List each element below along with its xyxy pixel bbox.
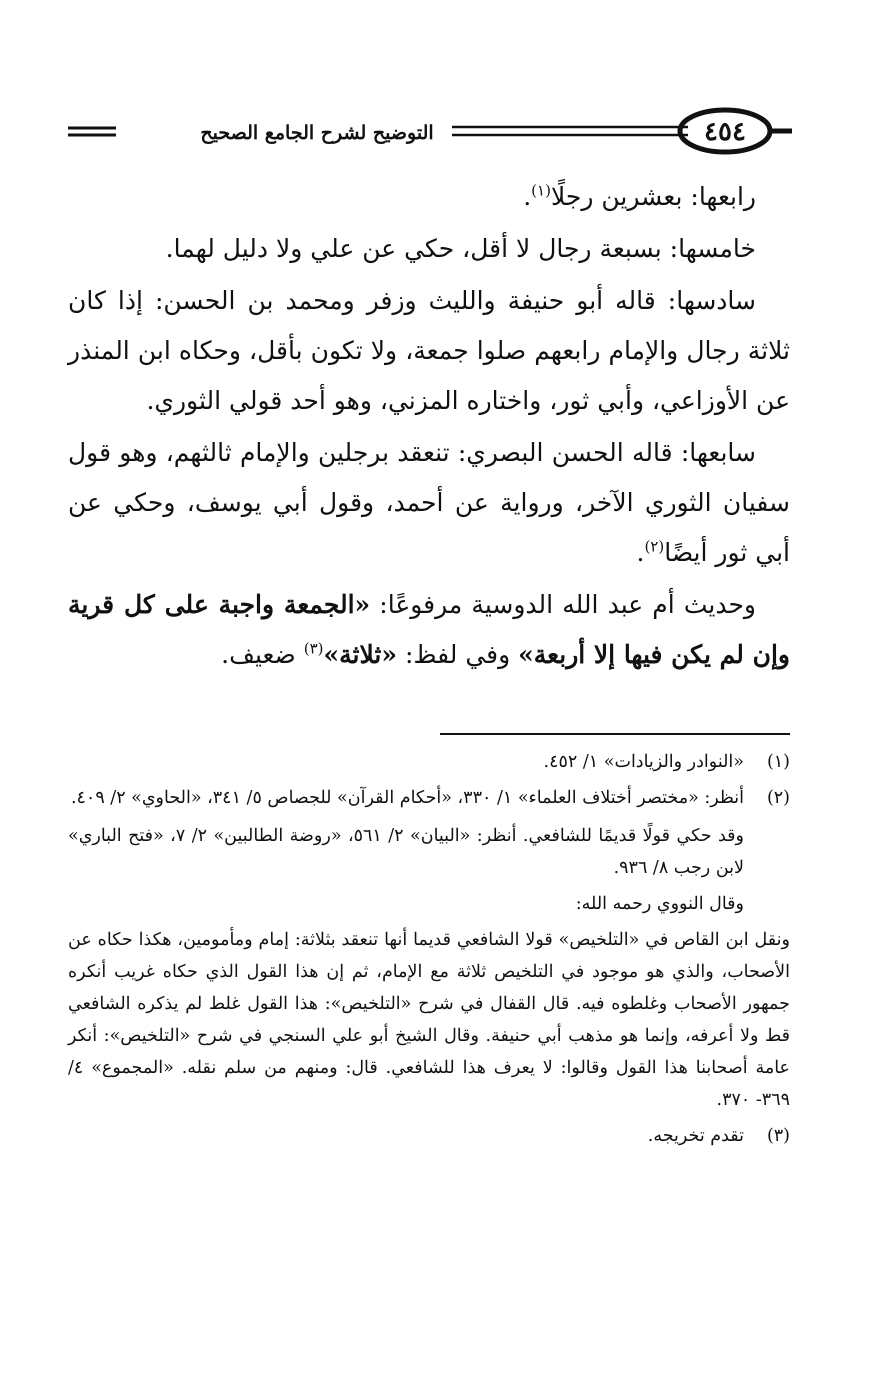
footnote-separator (440, 733, 790, 735)
footnote-text: تقدم تخريجه. (647, 1126, 744, 1146)
paragraph-lead: وحديث أم عبد الله الدوسية مرفوعًا: (370, 590, 756, 619)
paragraph-text: رابعها: بعشرين رجلًا (550, 182, 756, 211)
footnote-ref-1[interactable]: (١) (531, 181, 551, 200)
main-text (68, 172, 790, 682)
footnote-number: (١) (766, 752, 790, 772)
running-title: التوضيح لشرح الجامع الصحيح (182, 120, 452, 146)
paragraph-sixth-opinion: سادسها: قاله أبو حنيفة والليث وزفر ومحمد بن الحسن: إذا كان ثلاثة رجال والإمام رابعهم صلوا جمعة، ولا تكون بأقل، وحكاه ابن المنذر عن الأوزاعي، وأبي ثور، واختاره المزني، وهو أحد قولي الثوري. (68, 286, 790, 415)
footnote-paragraph: وقال النووي رحمه الله: (575, 894, 744, 914)
page-number: ٤٥٤ (704, 117, 746, 147)
footnote-3 (68, 1120, 790, 1152)
page-header (60, 100, 800, 164)
paragraph-mid: وفي لفظ: (397, 640, 519, 669)
footnote-paragraph: وقد حكي قولًا قديمًا للشافعي. أنظر: «البيان» ٢/ ٥٦١، «روضة الطالبين» ٢/ ٧، «فتح الباري» لابن رجب ٨/ ٩٣٦. (68, 826, 744, 878)
footnote-quotation: ونقل ابن القاص في «التلخيص» قولا الشافعي قديما أنها تنعقد بثلاثة: إمام ومأمومين، هكذا حكاه عن الأصحاب، والذي هو موجود في التلخيص ثلاثة مع الإمام، ثم إن هذا القول الذي حكاه غريب أنكره جمهور الأصحاب وغلطوه فيه. قال القفال في شرح «التلخيص»: هذا القول غلط لم يذكره الشافعي قط ولا أعرفه، وإنما هو مذهب أبي حنيفة. وقال الشيخ أبو علي السنجي في شرح «التلخيص»: أنكر عامة أصحابنا هذا القول وقالوا: لا يعرف هذا للشافعي. قال: ومنهم من سلم نقله. «المجموع» ٤/ ٣٦٩- ٣٧٠. (68, 930, 791, 1110)
footnote-1 (68, 746, 790, 778)
paragraph-fourth-opinion (68, 172, 790, 222)
paragraph-fifth-opinion: خامسها: بسبعة رجال لا أقل، حكي عن علي ولا دليل لهما. (165, 234, 756, 263)
footnote-text: «النوادر والزيادات» ١/ ٤٥٢. (543, 752, 744, 772)
footnote-text: أنظر: «مختصر أختلاف العلماء» ١/ ٣٣٠، «أحكام القرآن» للجصاص ٥/ ٣٤١، «الحاوي» ٢/ ٤٠٩. (70, 788, 744, 808)
paragraph-text: سابعها: قاله الحسن البصري: تنعقد برجلين والإمام ثالثهم، وهو قول سفيان الثوري الآخر، ورواية عن أحمد، وقول أبي يوسف، وحكي عن أبي ثور أيضًا (68, 438, 790, 567)
footnotes (68, 746, 790, 1156)
footnote-number: (٣) (766, 1126, 790, 1146)
paragraph-end: ضعيف. (221, 640, 304, 669)
paragraph-end: . (523, 182, 532, 211)
footnote-ref-2[interactable]: (٢) (644, 537, 665, 556)
footnote-2 (68, 782, 790, 920)
paragraph-end: . (636, 538, 645, 567)
footnote-number: (٢) (766, 788, 790, 808)
hadith-quote: «الجمعة واجبة على كل قرية وإن لم يكن فيها إلا أربعة» (68, 590, 790, 669)
hadith-variant-quote: «ثلاثة» (323, 640, 398, 669)
paragraph-seventh-opinion (68, 428, 790, 578)
paragraph-hadith (68, 580, 790, 680)
footnote-ref-3[interactable]: (٣) (303, 639, 324, 658)
